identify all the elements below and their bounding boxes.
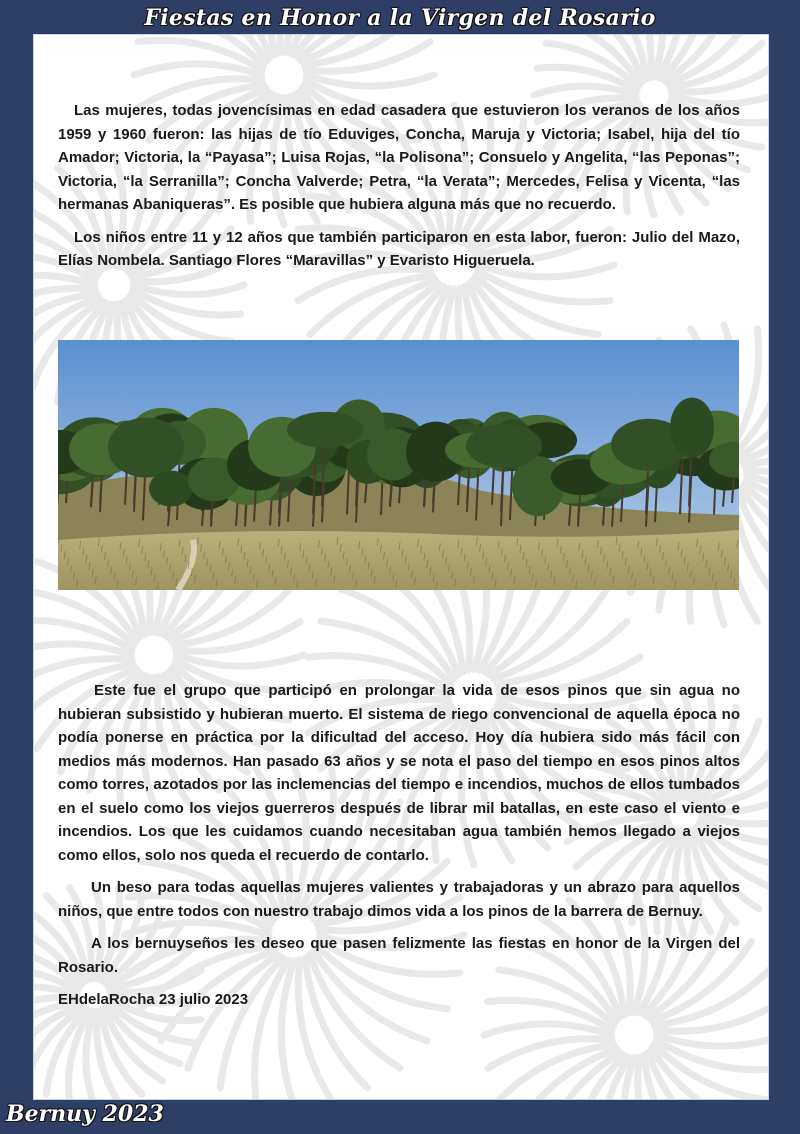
paragraph-group-story: Este fue el grupo que participó en prolongar la vida de esos pinos que sin agua no hubieran subsistido y hubieran muerto. El sistema de riego convencional de aquella época no podía ponerse en práctica por la dificultad del acceso. Hoy día hubiera sido más fácil con medios más modernos. Han pasado 63 años y se nota el paso del tiempo en esos pinos altos como torres, azotados por las inclemencias del tiempo e incendios, muchos de ellos tumbados en el suelo como los viejos guerreros después de librar mil batallas, en este caso el viento e incendios. Los que les cuidamos cuando necesitaban agua también hemos llegado a viejos como ellos, solo nos queda el recuerdo de contarlo. — [58, 682, 740, 864]
paragraph-women-list: Las mujeres, todas jovencísimas en edad casadera que estuvieron los veranos de los años 1959 y 1960 fueron: las hijas de tío Eduviges, Concha, Maruja y Victoria; Isabel, hija del tío Amador; Victoria, la “Payasa”; Luisa Rojas, “la Polisona”; Consuelo y Angelita, “las Peponas”; Victoria, “la Serranilla”; Concha Valverde; Petra, “la Verata”; Mercedes, Felisa y Vicenta, “las hermanas Abaniqueras”. Es posible que hubiera alguna más que no recuerdo. — [58, 102, 740, 213]
article-bottom-text — [58, 679, 740, 1021]
paragraph-children-list: Los niños entre 11 y 12 años que también participaron en esta labor, fueron: Julio del Mazo, Elías Nombela. Santiago Flores “Maravillas” y Evaristo Higueruela. — [58, 228, 740, 269]
paragraph-tribute: Un beso para todas aquellas mujeres valientes y trabajadoras y un abrazo para aquellos niños, que entre todos con nuestro trabajo dimos vida a los pinos de la barrera de Bernuy. — [58, 879, 740, 920]
page-header-title: Fiestas en Honor a la Virgen del Rosario — [144, 5, 656, 31]
article-top-text — [58, 99, 740, 282]
paragraph-greeting: A los bernuyseños les deseo que pasen felizmente las fiestas en honor de la Virgen del Rosario. — [58, 935, 740, 976]
pine-forest-photo — [58, 340, 739, 590]
page-footer-title: Bernuy 2023 — [6, 1101, 164, 1127]
content-page — [33, 34, 769, 1100]
signature-date: EHdelaRocha 23 julio 2023 — [58, 991, 249, 1008]
